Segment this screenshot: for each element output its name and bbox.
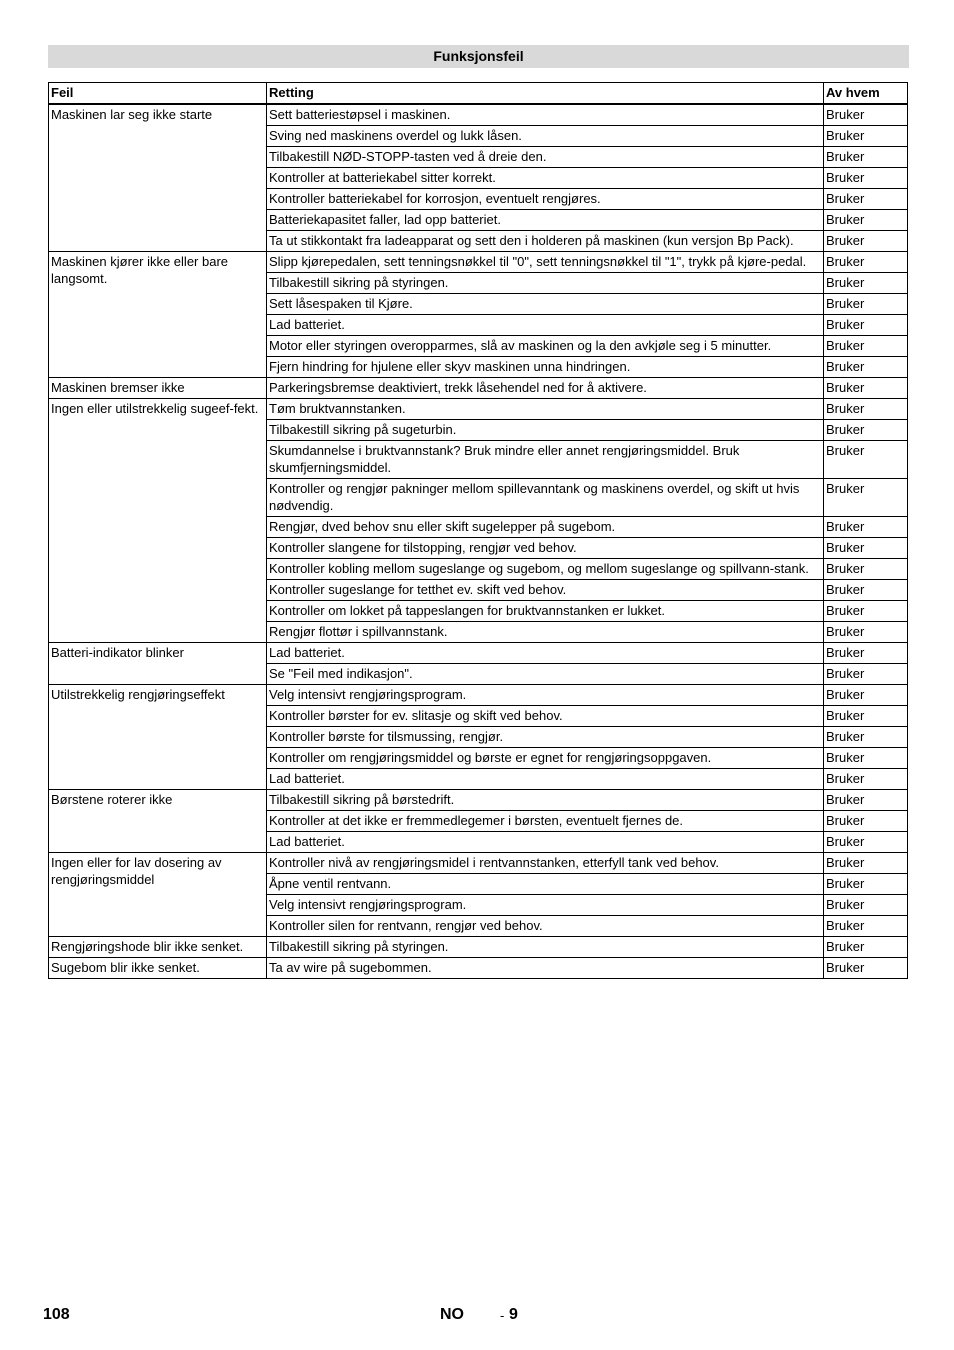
fault-cell: Rengjøringshode blir ikke senket. [49,937,267,958]
who-cell: Bruker [824,790,908,811]
fix-cell: Kontroller om rengjøringsmiddel og børste er egnet for rengjøringsoppgaven. [267,748,824,769]
fault-cell: Maskinen bremser ikke [49,378,267,399]
who-cell: Bruker [824,517,908,538]
header-fault: Feil [49,83,267,105]
table-row [49,643,908,664]
fix-cell: Velg intensivt rengjøringsprogram. [267,895,824,916]
who-cell: Bruker [824,538,908,559]
fix-cell: Ta av wire på sugebommen. [267,958,824,979]
who-cell: Bruker [824,168,908,189]
fix-cell: Lad batteriet. [267,643,824,664]
who-cell: Bruker [824,622,908,643]
fix-cell: Skumdannelse i bruktvannstank? Bruk mindre eller annet rengjøringsmiddel. Bruk skumfjerningsmiddel. [267,441,824,479]
fix-cell: Tilbakestill NØD-STOPP-tasten ved å dreie den. [267,147,824,168]
fix-cell: Kontroller børste for tilsmussing, rengjør. [267,727,824,748]
fix-cell: Kontroller kobling mellom sugeslange og sugebom, og mellom sugeslange og spillvann-stank. [267,559,824,580]
who-cell: Bruker [824,685,908,706]
fix-cell: Åpne ventil rentvann. [267,874,824,895]
table-row [49,378,908,399]
section-title: Funksjonsfeil [48,45,909,68]
fault-cell: Ingen eller utilstrekkelig sugeef-fekt. [49,399,267,643]
who-cell: Bruker [824,853,908,874]
fix-cell: Kontroller og rengjør pakninger mellom spillevanntank og maskinens overdel, og skift ut hvis nødvendig. [267,479,824,517]
who-cell: Bruker [824,601,908,622]
table-row [49,958,908,979]
who-cell: Bruker [824,580,908,601]
fix-cell: Rengjør flottør i spillvannstank. [267,622,824,643]
who-cell: Bruker [824,874,908,895]
fault-cell: Ingen eller for lav dosering av rengjøringsmiddel [49,853,267,937]
language-code: NO [440,1306,464,1323]
table-row [49,399,908,420]
fix-cell: Tilbakestill sikring på børstedrift. [267,790,824,811]
fix-cell: Kontroller sugeslange for tetthet ev. skift ved behov. [267,580,824,601]
table-row [49,104,908,126]
who-cell: Bruker [824,559,908,580]
who-cell: Bruker [824,189,908,210]
fix-cell: Tilbakestill sikring på sugeturbin. [267,420,824,441]
table-row [49,853,908,874]
table-row [49,252,908,273]
table-row [49,685,908,706]
table-body [49,104,908,979]
fix-cell: Kontroller nivå av rengjøringsmidel i rentvannstanken, etterfyll tank ved behov. [267,853,824,874]
fix-cell: Se "Feil med indikasjon". [267,664,824,685]
fix-cell: Sving ned maskinens overdel og lukk låsen. [267,126,824,147]
table-row [49,790,908,811]
fix-cell: Kontroller at det ikke er fremmedlegemer i børsten, eventuelt fjernes de. [267,811,824,832]
who-cell: Bruker [824,420,908,441]
table-row [49,937,908,958]
who-cell: Bruker [824,748,908,769]
fix-cell: Slipp kjørepedalen, sett tenningsnøkkel til "0", sett tenningsnøkkel til "1", trykk på kjøre-pedal. [267,252,824,273]
who-cell: Bruker [824,895,908,916]
who-cell: Bruker [824,706,908,727]
who-cell: Bruker [824,147,908,168]
fix-cell: Sett låsespaken til Kjøre. [267,294,824,315]
who-cell: Bruker [824,832,908,853]
who-cell: Bruker [824,479,908,517]
who-cell: Bruker [824,357,908,378]
who-cell: Bruker [824,315,908,336]
fix-cell: Sett batteriestøpsel i maskinen. [267,104,824,126]
fix-cell: Parkeringsbremse deaktiviert, trekk låsehendel ned for å aktivere. [267,378,824,399]
fix-cell: Kontroller at batteriekabel sitter korrekt. [267,168,824,189]
who-cell: Bruker [824,231,908,252]
who-cell: Bruker [824,399,908,420]
fix-cell: Kontroller om lokket på tappeslangen for bruktvannstanken er lukket. [267,601,824,622]
header-fix: Retting [267,83,824,105]
fault-cell: Batteri-indikator blinker [49,643,267,685]
fault-cell: Utilstrekkelig rengjøringseffekt [49,685,267,790]
fix-cell: Motor eller styringen overopparmes, slå av maskinen og la den avkjøle seg i 5 minutter. [267,336,824,357]
who-cell: Bruker [824,294,908,315]
fix-cell: Lad batteriet. [267,832,824,853]
section-page-number: 9 [509,1306,518,1323]
fix-cell: Tilbakestill sikring på styringen. [267,937,824,958]
who-cell: Bruker [824,336,908,357]
who-cell: Bruker [824,811,908,832]
fault-cell: Sugebom blir ikke senket. [49,958,267,979]
fix-cell: Lad batteriet. [267,769,824,790]
fix-cell: Tilbakestill sikring på styringen. [267,273,824,294]
who-cell: Bruker [824,252,908,273]
who-cell: Bruker [824,378,908,399]
fault-cell: Maskinen kjører ikke eller bare langsomt. [49,252,267,378]
footer-dash: - [500,1308,505,1323]
who-cell: Bruker [824,643,908,664]
fix-cell: Ta ut stikkontakt fra ladeapparat og sett den i holderen på maskinen (kun versjon Bp Pack). [267,231,824,252]
who-cell: Bruker [824,273,908,294]
fix-cell: Tøm bruktvannstanken. [267,399,824,420]
fix-cell: Kontroller batteriekabel for korrosjon, eventuelt rengjøres. [267,189,824,210]
fix-cell: Lad batteriet. [267,315,824,336]
who-cell: Bruker [824,916,908,937]
who-cell: Bruker [824,937,908,958]
header-who: Av hvem [824,83,908,105]
fix-cell: Kontroller børster for ev. slitasje og skift ved behov. [267,706,824,727]
table-header [49,83,908,105]
who-cell: Bruker [824,441,908,479]
who-cell: Bruker [824,727,908,748]
who-cell: Bruker [824,664,908,685]
who-cell: Bruker [824,769,908,790]
fault-table [48,82,908,979]
who-cell: Bruker [824,958,908,979]
fix-cell: Kontroller slangene for tilstopping, rengjør ved behov. [267,538,824,559]
who-cell: Bruker [824,104,908,126]
fix-cell: Batteriekapasitet faller, lad opp batteriet. [267,210,824,231]
page-number: 108 [43,1306,70,1323]
fix-cell: Fjern hindring for hjulene eller skyv maskinen unna hindringen. [267,357,824,378]
fault-cell: Børstene roterer ikke [49,790,267,853]
fix-cell: Kontroller silen for rentvann, rengjør ved behov. [267,916,824,937]
fault-cell: Maskinen lar seg ikke starte [49,104,267,252]
fix-cell: Rengjør, dved behov snu eller skift sugelepper på sugebom. [267,517,824,538]
who-cell: Bruker [824,126,908,147]
fix-cell: Velg intensivt rengjøringsprogram. [267,685,824,706]
who-cell: Bruker [824,210,908,231]
